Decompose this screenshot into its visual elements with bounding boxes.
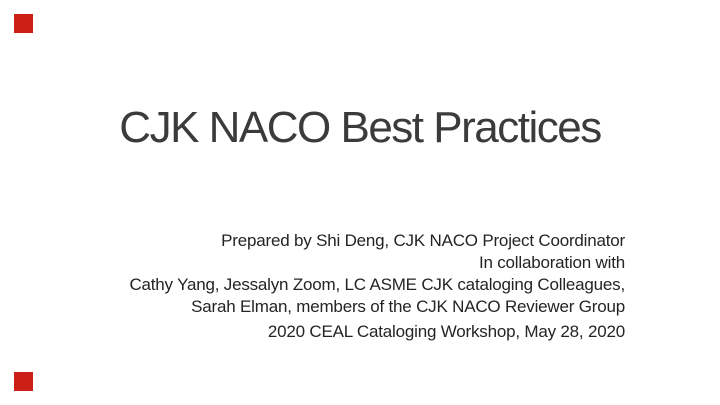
byline-line-3: Cathy Yang, Jessalyn Zoom, LC ASME CJK cataloging Colleagues, xyxy=(129,275,625,294)
red-square-accent-bottom-left-icon xyxy=(14,372,33,391)
byline-line-4: Sarah Elman, members of the CJK NACO Reviewer Group xyxy=(191,297,625,316)
slide-subtitle-block xyxy=(0,230,625,343)
event-line: 2020 CEAL Cataloging Workshop, May 28, 2020 xyxy=(267,322,625,341)
slide-title: CJK NACO Best Practices xyxy=(119,103,601,152)
byline-line-1: Prepared by Shi Deng, CJK NACO Project Coordinator xyxy=(221,231,625,250)
byline-line-2: In collaboration with xyxy=(478,253,625,272)
red-square-accent-top-left-icon xyxy=(14,14,33,33)
